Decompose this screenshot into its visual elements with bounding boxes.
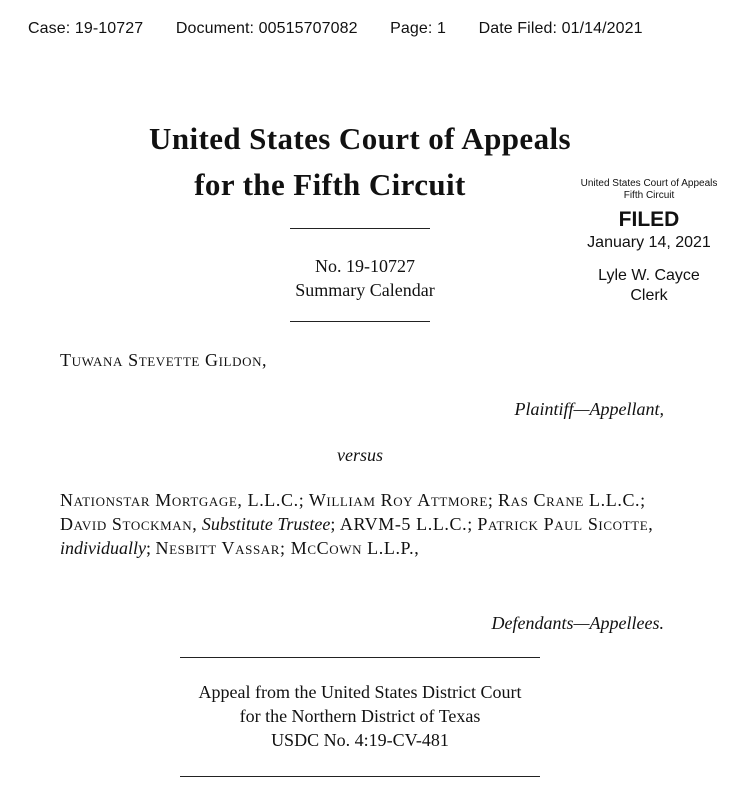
stamp-court-line1: United States Court of Appeals	[580, 178, 718, 189]
defendant-stockman: David Stockman,	[60, 514, 198, 534]
appeal-line1: Appeal from the United States District Court	[198, 682, 522, 702]
divider-middle	[290, 321, 430, 322]
document-header	[28, 20, 671, 38]
stamp-clerk-title: Clerk	[630, 287, 668, 304]
defendant-stockman-role: Substitute Trustee	[201, 514, 331, 534]
case-info	[240, 254, 490, 302]
calendar-type: Summary Calendar	[295, 280, 435, 300]
defendant-sicotte-role: individually	[60, 538, 146, 558]
divider-appeal-bottom	[180, 776, 540, 777]
defendant-arvm: ARVM-5 L.L.C.;	[339, 514, 473, 534]
stamp-clerk-name: Lyle W. Cayce	[598, 267, 700, 284]
plaintiff-name: Tuwana Stevette Gildon,	[60, 350, 268, 370]
defendant-sicotte: Patrick Paul Sicotte,	[477, 514, 654, 534]
date-filed-header: Date Filed: 01/14/2021	[478, 20, 643, 37]
defendant-nesbitt-vassar: Nesbitt Vassar; McCown L.L.P.,	[155, 538, 420, 558]
court-title-line1: United States Court of Appeals	[149, 121, 571, 156]
defendant-attmore: William Roy Attmore;	[308, 490, 494, 510]
stamp-court-line2: Fifth Circuit	[623, 190, 675, 201]
filed-stamp	[565, 178, 733, 306]
defendant-ras-crane: Ras Crane L.L.C.;	[498, 490, 646, 510]
case-number: No. 19-10727	[315, 256, 415, 276]
divider-appeal-top	[180, 657, 540, 658]
appeal-info	[160, 680, 560, 752]
plaintiff-role: Plaintiff—Appellant,	[514, 399, 664, 419]
page-number-header: Page: 1	[390, 20, 447, 37]
appeal-line2: for the Northern District of Texas	[239, 706, 481, 726]
case-number-header: Case: 19-10727	[28, 20, 144, 37]
stamp-filed-status: FILED	[618, 208, 680, 231]
divider-top	[290, 228, 430, 229]
defendants-role: Defendants—Appellees.	[491, 613, 664, 633]
defendant-nationstar: Nationstar Mortgage, L.L.C.;	[60, 490, 305, 510]
document-number-header: Document: 00515707082	[175, 20, 358, 37]
stamp-filed-date: January 14, 2021	[587, 234, 711, 251]
court-title-line2: for the Fifth Circuit	[194, 167, 466, 202]
appeal-usdc-number: USDC No. 4:19-CV-481	[271, 730, 449, 750]
versus-label: versus	[337, 445, 383, 465]
defendants-list: Nationstar Mortgage, L.L.C.; William Roy Attmore; Ras Crane L.L.C.; David Stockman, Substitute Trustee; ARVM-5 L.L.C.; Patrick Paul Sicotte, individually; Nesbitt Vassar; McCown L.L.P.,	[60, 490, 654, 558]
